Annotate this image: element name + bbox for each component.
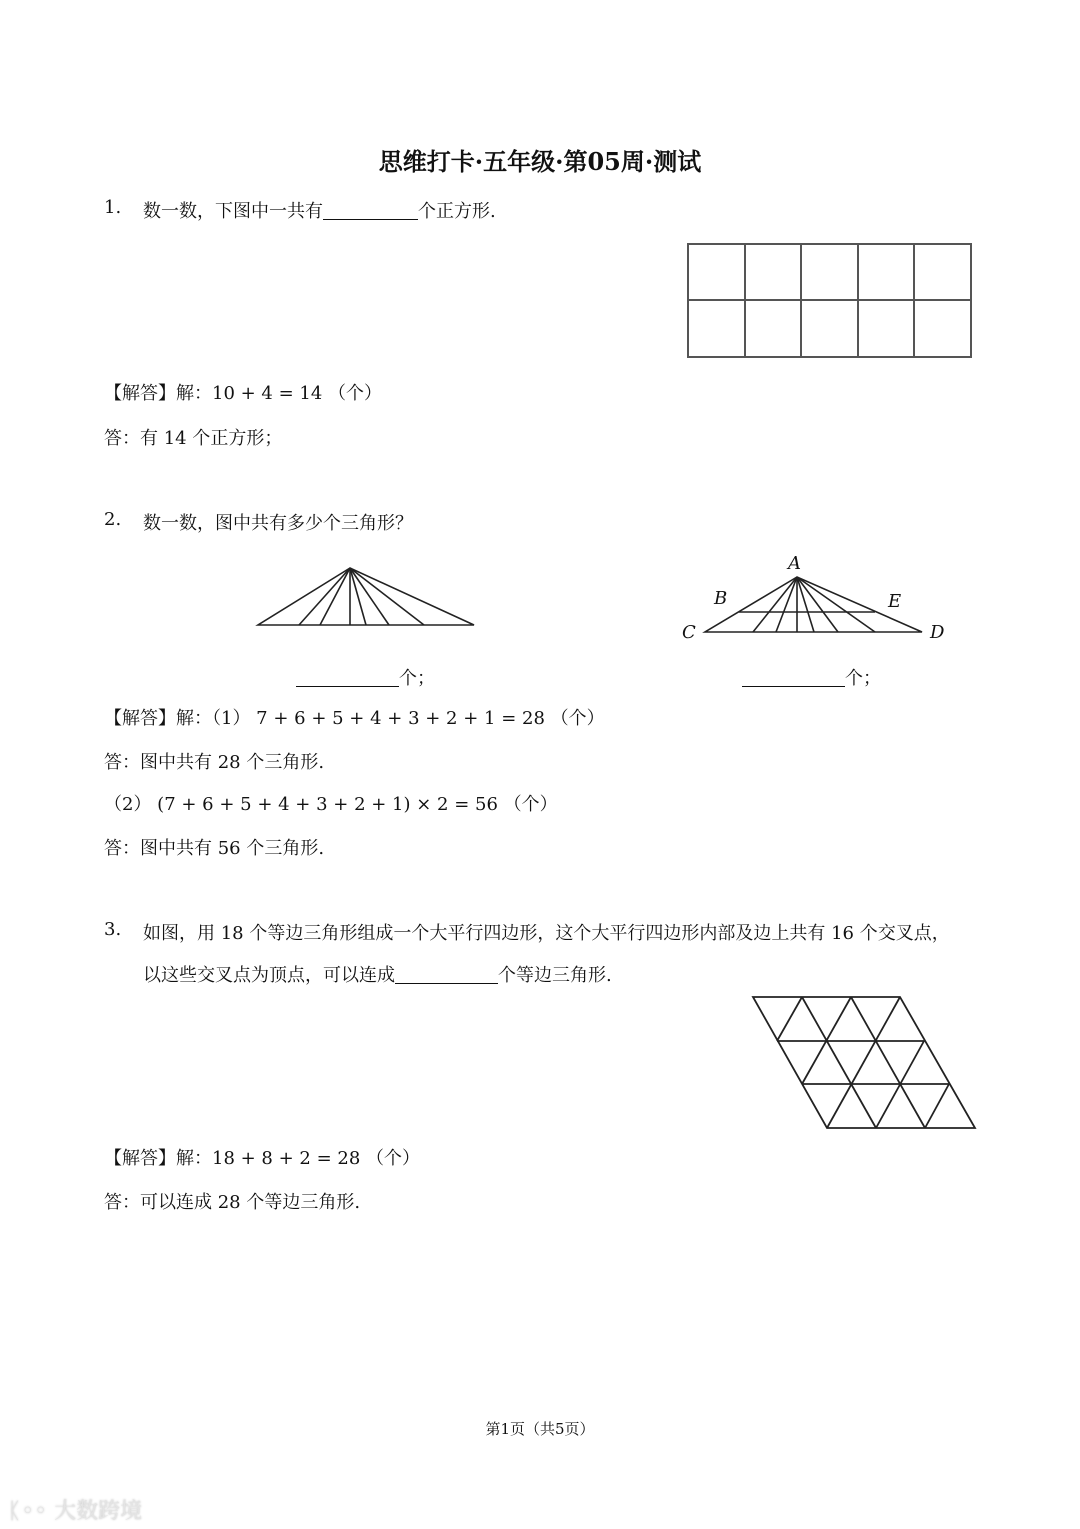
label-a: A [788,553,801,574]
q1-text-end: 个正方形. [418,201,496,222]
q3-answer: 答：可以连成 28 个等边三角形. [104,1192,361,1213]
q2-answer-1: 答：图中共有 28 个三角形. [104,752,325,773]
q3-text-end: 个等边三角形. [498,965,612,986]
label-d: D [930,622,945,643]
q1-solution: 【解答】解：10 + 4 = 14 （个） [104,383,383,404]
q2-question: 数一数，图中共有多少个三角形？ [143,513,413,534]
q3-solution: 【解答】解：18 + 8 + 2 = 28 （个） [104,1148,421,1169]
q3-text: 以这些交叉点为顶点，可以连成 [143,965,395,986]
q2-number: 2. [104,509,122,530]
blank-suffix: 个； [399,668,435,689]
q3-parallelogram-figure [753,997,975,1128]
blank-suffix: 个； [845,668,881,689]
label-e: E [888,591,902,612]
watermark-logo: ᛕ◦◦ 大数跨境 [8,1499,143,1524]
watermark-text: 大数跨境 [54,1499,143,1524]
page-footer: 第1页（共5页） [485,1420,595,1438]
label-b: B [714,588,728,609]
q1-answer: 答：有 14 个正方形； [104,428,283,449]
q2-answer-2: 答：图中共有 56 个三角形. [104,838,325,859]
label-c: C [682,622,696,643]
q3-number: 3. [104,919,122,940]
q2-solution-2: （2） (7 + 6 + 5 + 4 + 3 + 2 + 1) × 2 = 56 （个） [104,794,558,815]
q2-fan-triangle-figure-1 [258,568,474,625]
page-title: 思维打卡·五年级·第05周·测试 [378,147,702,176]
q1-text: 数一数，下图中一共有 [143,201,323,222]
q2-solution-1: 【解答】解：（1） 7 + 6 + 5 + 4 + 3 + 2 + 1 = 28 （个） [104,708,605,729]
q3-question-line1: 如图，用 18 个等边三角形组成一个大平行四边形，这个大平行四边形内部及边上共有 16 个交叉点， [143,923,950,944]
q1-number: 1. [104,197,122,218]
q1-square-grid-figure [688,244,971,357]
